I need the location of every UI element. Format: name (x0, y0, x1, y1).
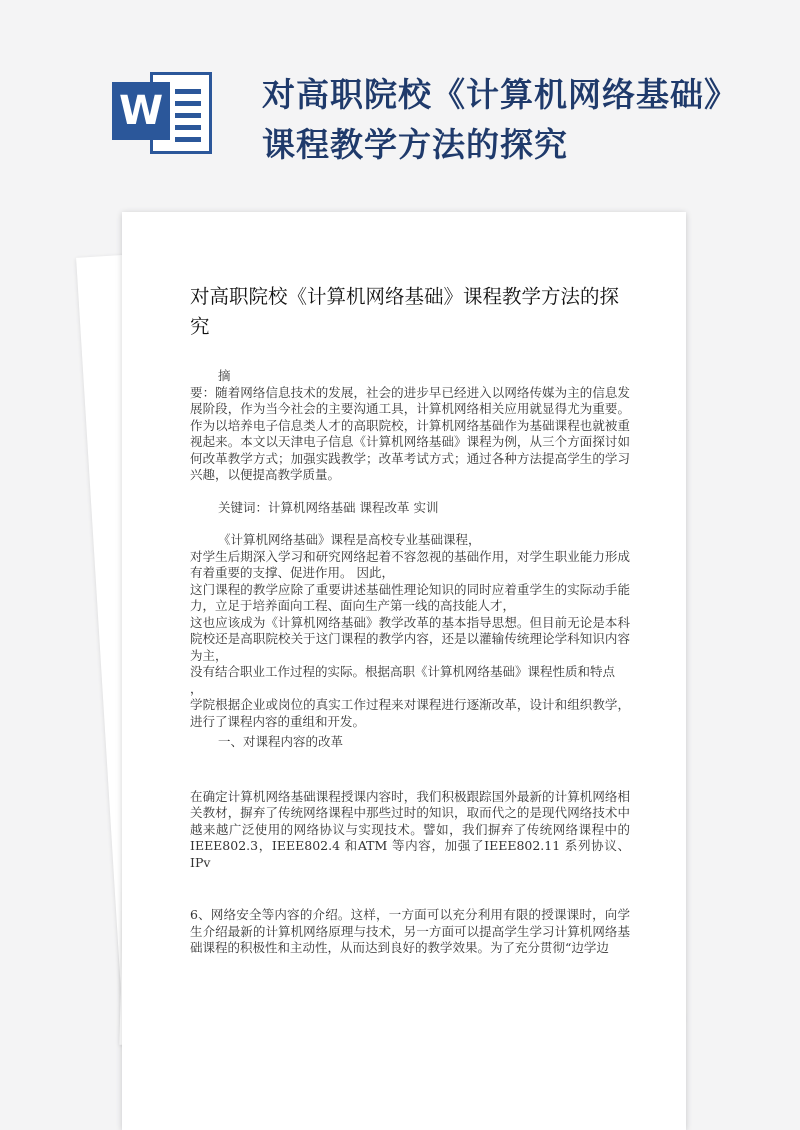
document-page (122, 212, 686, 1130)
intro-line: 这也应该成为《计算机网络基础》教学改革的基本指导思想。但目前无论是本科院校还是高职院校关于这门课程的教学内容，还是以灌输传统理论学科知识内容为主， (190, 614, 630, 663)
section-paragraph: 6、网络安全等内容的介绍。这样，一方面可以充分利用有限的授课课时，向学生介绍最新的计算机网络原理与技术，另一方面可以提高学生学习计算机网络基础课程的积极性和主动性，从而达到良好的教学效果。为了充分贯彻“边学边 (190, 907, 630, 955)
document-content (190, 282, 630, 957)
banner-title: 对高职院校《计算机网络基础》课程教学方法的探究 (262, 75, 722, 164)
intro-line: 这门课程的教学应除了重要讲述基础性理论知识的同时应着重学生的实际动手能力，立足于培养面向工程、面向生产第一线的高技能人才， (190, 581, 630, 613)
word-document-icon (112, 66, 217, 158)
abstract-body: 要：随着网络信息技术的发展，社会的进步早已经进入以网络传媒为主的信息发展阶段，作为当今社会的主要沟通工具，计算机网络相关应用就显得尤为重要。作为以培养电子信息类人才的高职院校，计算机网络基础作为基础课程也就被重视起来。本文以天津电子信息《计算机网络基础》课程为例，从三个方面探讨如何改革教学方式；加强实践教学；改革考试方式；通过各种方法提高学生的学习兴趣，以便提高教学质量。 (190, 384, 630, 482)
intro-line: ， (190, 680, 203, 696)
intro-line: 学院根据企业或岗位的真实工作过程来对课程进行逐渐改革，设计和组织教学，进行了课程内容的重组和开发。 (190, 697, 630, 729)
section-heading: 一、对课程内容的改革 (218, 734, 344, 749)
keywords-line: 关键词：计算机网络基础 课程改革 实训 (218, 499, 439, 515)
top-banner (0, 0, 800, 200)
word-w-badge: W (112, 82, 170, 140)
document-title: 对高职院校《计算机网络基础》课程教学方法的探究 (190, 285, 620, 338)
intro-line: 《计算机网络基础》课程是高校专业基础课程， (218, 532, 481, 547)
intro-line: 没有结合职业工作过程的实际。根据高职《计算机网络基础》课程性质和特点 (190, 664, 616, 679)
abstract-label: 摘 (218, 368, 231, 383)
section-paragraph: 在确定计算机网络基础课程授课内容时，我们积极跟踪国外最新的计算机网络相关教材，摒弃了传统网络课程中那些过时的知识，取而代之的是现代网络技术中越来越广泛使用的网络协议与实现技术。譬如，我们摒弃了传统网络课程中的IEEE802.3，IEEE802.4 和ATM 等内容，加强了IEEE802.11 系列协议、IPv (190, 788, 630, 870)
intro-line: 对学生后期深入学习和研究网络起着不容忽视的基础作用，对学生职业能力形成有着重要的支撑、促进作用。 因此， (190, 548, 630, 580)
